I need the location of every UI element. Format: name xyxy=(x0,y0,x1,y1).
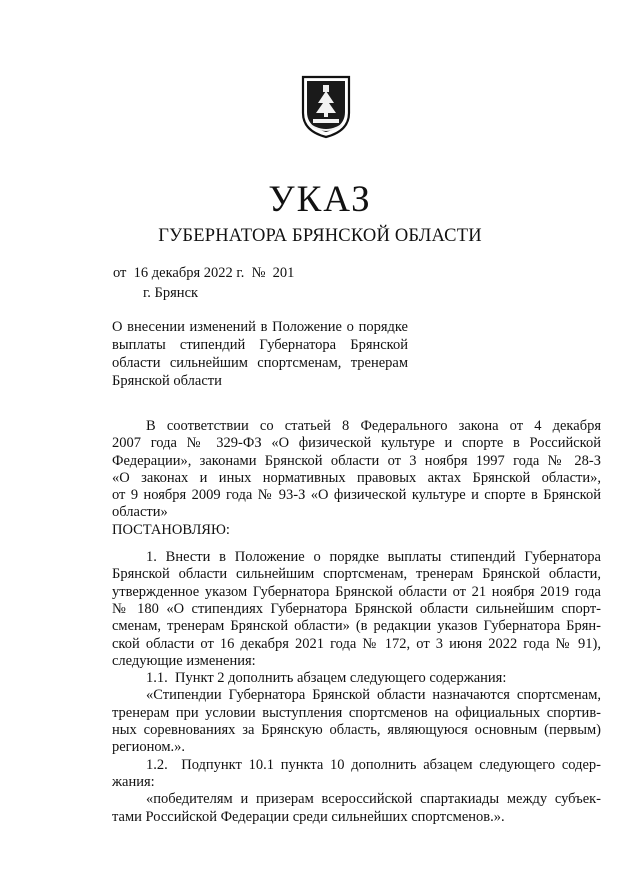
item1-2-line: «победителям и призерам всероссийской спартакиады между субъек- xyxy=(146,791,601,808)
preamble-line: 2007 года № 329-ФЗ «О физической культуре и спорте в Российской xyxy=(112,435,601,452)
preamble-line: «О законах и иных нормативных правовых актах Брянской области», xyxy=(112,469,601,486)
item1-line: утвержденное указом Губернатора Брянской области от 21 ноября 2019 года xyxy=(112,583,601,600)
item1-2-line: тами Российской Федерации среди сильнейших спортсменов.». xyxy=(112,808,505,825)
item1-1-line: ных соревнованиях за Брянскую область, являющуюся основным (первым) xyxy=(112,722,601,739)
item1-1-line: регионом.». xyxy=(112,739,186,756)
subject-block xyxy=(112,318,408,390)
item1-2-heading: 1.2. Подпункт 10.1 пункта 10 дополнить абзацем следующего содер- xyxy=(146,756,601,773)
subject-line: области сильнейшим спортсменам, тренерам xyxy=(112,355,408,371)
subject-line: Брянской области xyxy=(112,373,222,389)
item1-line: Брянской области сильнейшим спортсменам, тренерам Брянской области, xyxy=(112,566,601,583)
city-line: г. Брянск xyxy=(143,285,199,301)
preamble-line: В соответствии со статьей 8 Федерального закона от 4 декабря xyxy=(146,418,601,434)
subject-line: О внесении изменений в Положение о порядке xyxy=(112,319,408,335)
preamble-line: Федерации», законами Брянской области от 3 ноября 1997 года № 28-З xyxy=(112,452,601,469)
item1-1-heading: 1.1. Пункт 2 дополнить абзацем следующего содержания: xyxy=(146,670,507,687)
item1-line: 1. Внести в Положение о порядке выплаты стипендий Губернатора xyxy=(146,549,601,566)
preamble-line: от 9 ноября 2009 года № 93-З «О физической культуре и спорте в Брянской xyxy=(112,487,601,504)
preamble-line: области» xyxy=(112,504,168,521)
item1-2-heading: жания: xyxy=(112,773,155,790)
date-number-line: от 16 декабря 2022 г. № 201 xyxy=(113,265,295,281)
subject-line: выплаты стипендий Губернатора Брянской xyxy=(112,337,408,353)
document-subtitle: ГУБЕРНАТОРА БРЯНСКОЙ ОБЛАСТИ xyxy=(158,226,482,246)
item1-line: следующие изменения: xyxy=(112,652,256,669)
document-title: УКАЗ xyxy=(268,179,372,220)
item1-line: № 180 «О стипендиях Губернатора Брянской области сильнейшим спорт- xyxy=(112,600,601,617)
document-body xyxy=(112,418,601,826)
item1-line: ской области от 16 декабря 2021 года № 172, от 3 июня 2022 года № 91), xyxy=(112,635,601,652)
item1-1-line: тренерам при условии выступления спортсменов на официальных спортив- xyxy=(112,704,601,721)
decree-word: ПОСТАНОВЛЯЮ: xyxy=(112,521,230,538)
bryansk-coat-of-arms-icon xyxy=(300,73,352,139)
item1-1-line: «Стипендии Губернатора Брянской области назначаются спортсменам, xyxy=(146,687,601,704)
item1-line: сменам, тренерам Брянской области» (в редакции указов Губернатора Брян- xyxy=(112,618,601,635)
